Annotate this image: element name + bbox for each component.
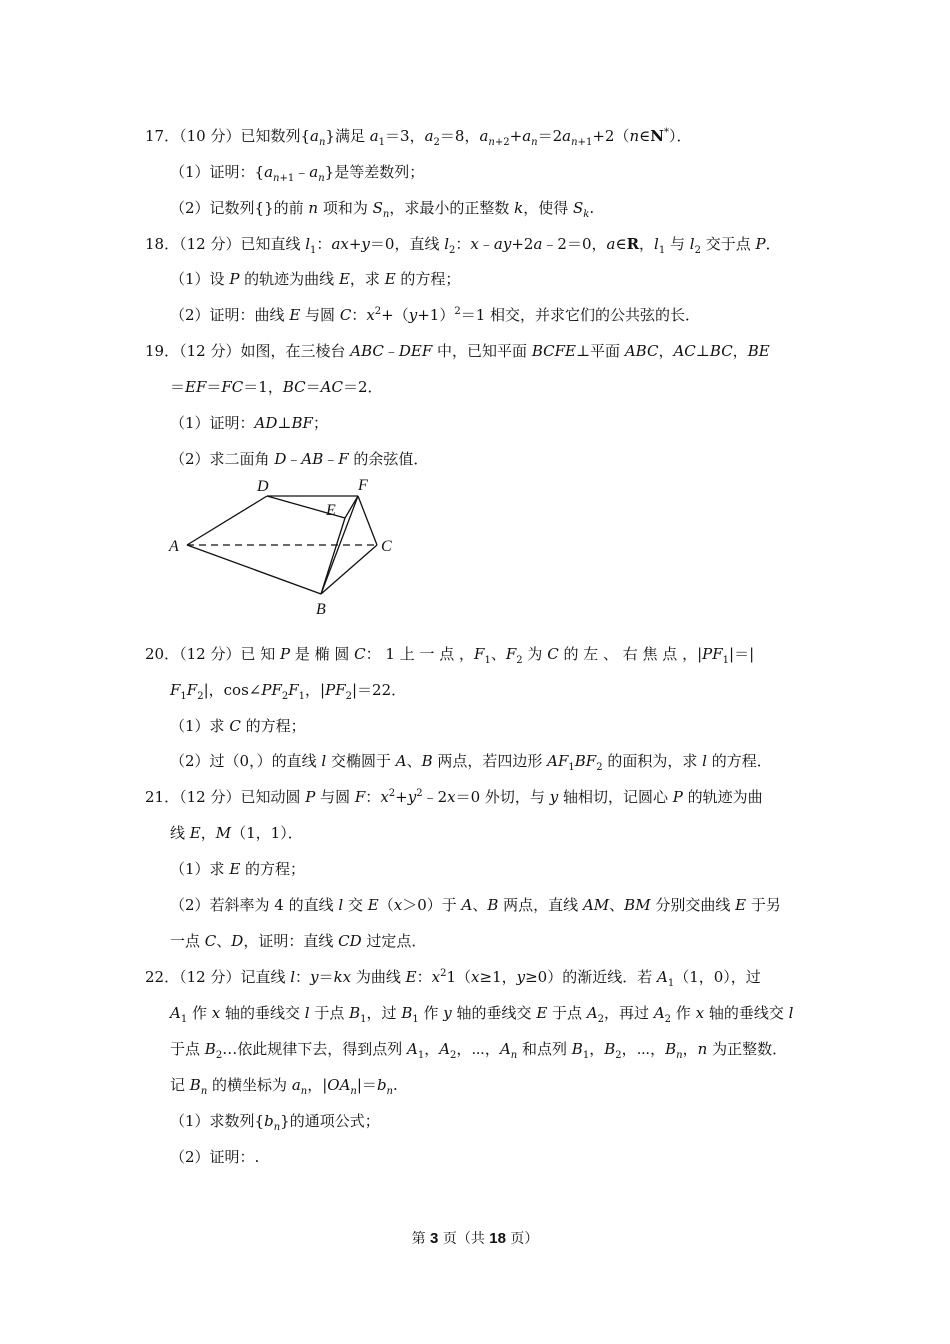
p22-stem-line2: $A_1$ 作 x 轴的垂线交 l 于点 $B_1$，过 $B_1$ 作 y 轴的垂线交 E 于点 $A_2$，再过 $A_2$ 作 x 轴的垂线交 l	[170, 1004, 794, 1025]
p21-part2: （2）若斜率为 4 的直线 l 交 E（x＞0）于 A、B 两点，直线 AM、BM 分别交曲线 E 于另	[170, 896, 781, 914]
p19-part2: （2）求二面角 D﹣AB﹣F 的余弦值．	[170, 450, 429, 468]
page-number: 3	[430, 1230, 439, 1247]
p21-part1: （1）求 E 的方程；	[170, 860, 306, 878]
edge-FC	[358, 496, 377, 545]
p21-part2-line2: 一点 C、D，证明：直线 CD 过定点．	[170, 932, 427, 950]
frustum-figure	[160, 472, 410, 622]
p17-part1: （1）证明：$\{a_{n+1}﹣a_n\}$是等差数列；	[170, 163, 425, 184]
p19-part1: （1）证明：AD⊥BF；	[170, 414, 328, 432]
label-C: C	[381, 538, 392, 555]
label-F: F	[358, 477, 368, 494]
p20-part2: （2）过（0，）的直线 l 交椭圆于 A、B 两点，若四边形 $AF_1BF_2$ 的面积为，求 l 的方程．	[170, 752, 772, 773]
p20-stem: 20．（12 分）已 知 P 是 椭 圆 C： 1 上 一 点 ，$F_1$、$F_2$ 为 C 的 左 、 右 焦 点 ，$|PF_1|=|$	[145, 645, 755, 666]
label-B: B	[316, 601, 326, 618]
p20-stem-line2: $F_1F_2|$，$\cos\angle PF_2F_1$，$|PF_2|=22$．	[170, 681, 407, 702]
p20-part1: （1）求 C 的方程；	[170, 717, 306, 735]
p21-stem-line2: 线 E，M（1，1）．	[170, 824, 303, 842]
p19-stem: 19．（12 分）如图，在三棱台 ABC﹣DEF 中，已知平面 BCFE⊥平面 ABC，AC⊥BC，BE	[145, 342, 770, 360]
label-E: E	[326, 502, 336, 519]
p18-stem: 18．（12 分）已知直线 $l_1$：ax+y＝0，直线 $l_2$：x﹣ay+2a﹣2＝0，a∈R，$l_1$ 与 $l_2$ 交于点 P．	[145, 235, 781, 256]
edge-AD	[187, 496, 267, 545]
p21-stem: 21．（12 分）已知动圆 P 与圆 F：$x^2+y^2﹣2x=0$ 外切，与 y 轴相切，记圆心 P 的轨迹为曲	[145, 788, 763, 806]
edge-AB	[187, 545, 321, 594]
page-total: 18	[489, 1230, 506, 1247]
p18-part1: （1）设 P 的轨迹为曲线 E，求 E 的方程；	[170, 270, 461, 288]
p18-part2: （2）证明：曲线 E 与圆 C：$x^2+(y+1)^2=1$ 相交，并求它们的公共弦的长．	[170, 306, 701, 324]
page-footer: 第 3 页（共 18 页）	[411, 1230, 539, 1247]
p17-part2: （2）记数列{}的前 n 项和为 $S_n$，求最小的正整数 k，使得 $S_k$.	[170, 199, 595, 220]
label-D: D	[257, 478, 269, 495]
p22-part1: （1）求数列$\{b_n\}$的通项公式；	[170, 1112, 380, 1133]
p22-stem: 22．（12 分）记直线 l：y＝kx 为曲线 E：$x^21(x\ge 1$，y≥0）的渐近线．若 $A_1(1$，0），过	[145, 968, 761, 989]
edge-BE	[321, 518, 345, 594]
p22-stem-line3: 于点 $B_2\dots$依此规律下去，得到点列 $A_1$，$A_2$，⋯，$A_n$ 和点列 $B_1$，$B_2$，⋯，$B_n$，n 为正整数．	[170, 1040, 788, 1061]
p22-stem-line4: 记 $B_n$ 的横坐标为 $a_n$，$|OA_n|=b_n$.	[170, 1076, 398, 1097]
p19-stem-line2: ＝EF＝FC＝1，BC＝AC＝2．	[170, 378, 383, 396]
p17-stem: 17．（10 分）已知数列$\{a_n\}$满足 $a_1=3$，$a_2=8$，$a_{n+2}+a_n=2a_{n+1}+2(n\in N^*)$．	[145, 127, 692, 148]
p22-part2: （2）证明：.	[170, 1148, 260, 1166]
label-A: A	[169, 538, 179, 555]
